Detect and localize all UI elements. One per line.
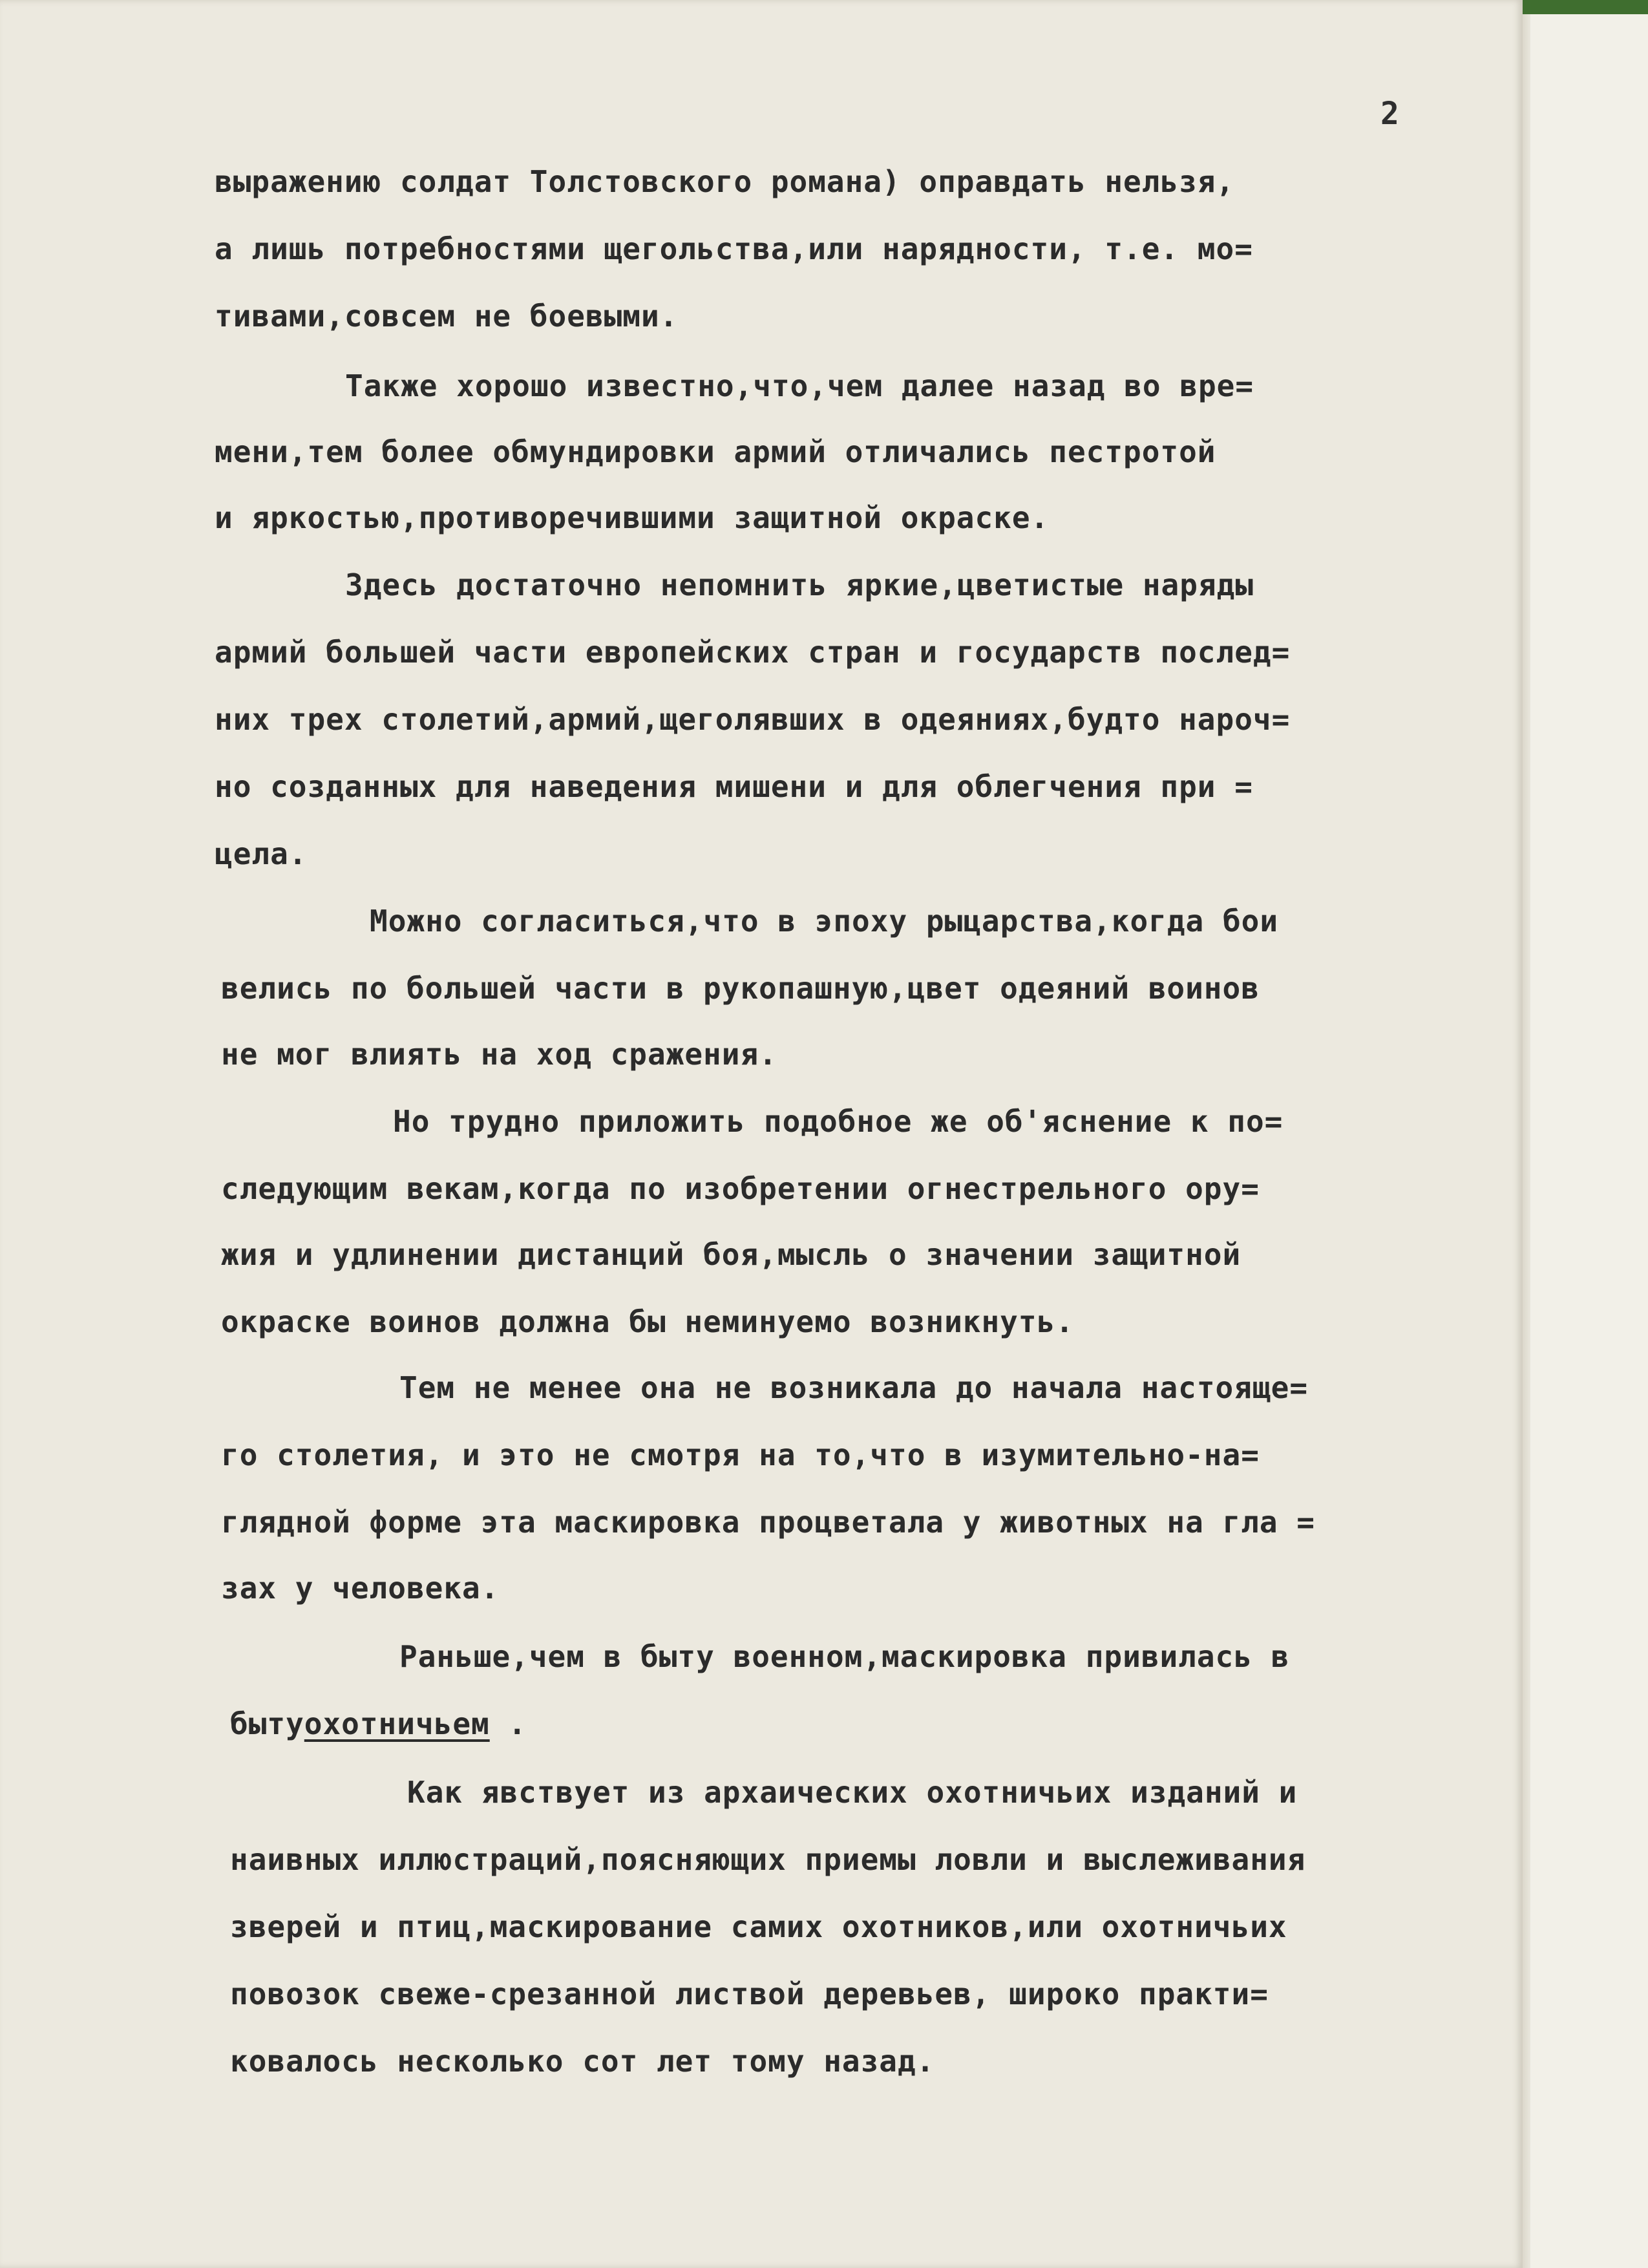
text-line: но созданных для наведения мишени и для облегчения при = bbox=[215, 769, 1253, 804]
adjacent-page bbox=[1530, 14, 1648, 2268]
text-line: зах у человека. bbox=[221, 1571, 500, 1606]
text-line: не мог влиять на ход сражения. bbox=[221, 1037, 777, 1072]
text-line: зверей и птиц,маскирование самих охотников,или охотничьих bbox=[230, 1909, 1287, 1944]
text-line: окраске воинов должна бы неминуемо возникнуть. bbox=[221, 1304, 1074, 1339]
text-line: Можно согласиться,что в эпоху рыцарства,когда бои bbox=[370, 904, 1279, 938]
text-line: них трех столетий,армий,щеголявших в одеяниях,будто нароч= bbox=[215, 702, 1291, 737]
text-line: выражению солдат Толстовского романа) оправдать нельзя, bbox=[215, 164, 1235, 199]
text-fragment: . bbox=[489, 1706, 527, 1741]
text-line: Здесь достаточно непомнить яркие,цветистые наряды bbox=[345, 567, 1254, 602]
page-number: 2 bbox=[1380, 96, 1399, 132]
text-line: повозок свеже-срезанной листвой деревьев, широко практи= bbox=[230, 1977, 1269, 2011]
text-fragment: быту bbox=[230, 1706, 304, 1741]
text-line: а лишь потребностями щегольства,или нарядности, т.е. мо= bbox=[215, 231, 1253, 266]
text-line: и яркостью,противоречившими защитной окраске. bbox=[215, 500, 1050, 535]
text-line: ковалось несколько сот лет тому назад. bbox=[230, 2044, 935, 2079]
underlined-word: охотничьем bbox=[304, 1706, 490, 1741]
text-line: мени,тем более обмундировки армий отличались пестротой bbox=[215, 434, 1216, 469]
text-line: жия и удлинении дистанций боя,мысль о значении защитной bbox=[221, 1237, 1241, 1272]
text-line: цела. bbox=[215, 836, 308, 871]
text-line: Также хорошо известно,что,чем далее назад во вре= bbox=[345, 368, 1254, 403]
text-line: глядной форме эта маскировка процветала у животных на гла = bbox=[221, 1505, 1315, 1540]
text-line: го столетия, и это не смотря на то,что в изумительно-на= bbox=[221, 1437, 1260, 1472]
text-line: Как явствует из архаических охотничьих изданий и bbox=[407, 1775, 1298, 1810]
text-line: армий большей части европейских стран и государств послед= bbox=[215, 635, 1291, 670]
text-line: велись по большей части в рукопашную,цвет одеяний воинов bbox=[221, 971, 1260, 1006]
text-line: следующим векам,когда по изобретении огнестрельного ору= bbox=[221, 1171, 1260, 1206]
text-line: наивных иллюстраций,поясняющих приемы ловли и выслеживания bbox=[230, 1842, 1306, 1877]
text-line: Но трудно приложить подобное же об'яснение к по= bbox=[393, 1104, 1284, 1139]
text-line: Раньше,чем в быту военном,маскировка привилась в bbox=[399, 1639, 1290, 1674]
text-line: Тем не менее она не возникала до начала настояще= bbox=[399, 1370, 1309, 1405]
text-line: тивами,совсем не боевыми. bbox=[215, 299, 679, 334]
text-line-with-underline bbox=[230, 1706, 527, 1741]
